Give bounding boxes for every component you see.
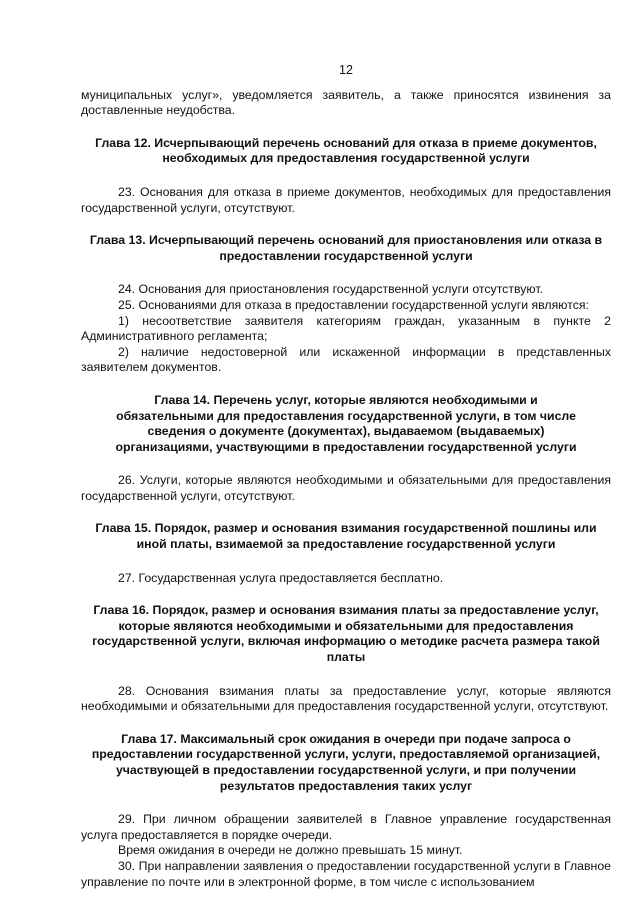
intro-paragraph: муниципальных услуг», уведомляется заявитель, а также приносятся извинения за доставленные неудобства.: [81, 87, 611, 118]
chapter-13-heading: Глава 13. Исчерпывающий перечень оснований для приостановления или отказа в предоставлении государственной услуги: [89, 233, 603, 263]
paragraph-30: 30. При направлении заявления о предоставлении государственной услуги в Главное управление по почте или в электронной форме, в том числе с использованием: [81, 858, 611, 889]
paragraph-28: 28. Основания взимания платы за предоставление услуг, которые являются необходимыми и обязательными для предоставления государственной услуги, отсутствуют.: [81, 683, 611, 714]
paragraph-23: 23. Основания для отказа в приеме документов, необходимых для предоставления государственной услуги, отсутствуют.: [81, 184, 611, 215]
chapter-15-heading: Глава 15. Порядок, размер и основания взимания государственной пошлины или иной платы, взимаемой за предоставление государственной услуги: [95, 521, 597, 552]
paragraph-29-wait-time: Время ожидания в очереди не должно превышать 15 минут.: [118, 843, 463, 858]
page-number: 12: [339, 63, 353, 77]
paragraph-24: 24. Основания для приостановления государственной услуги отсутствуют.: [118, 282, 544, 297]
paragraph-25-item-1: 1) несоответствие заявителя категориям граждан, указанным в пункте 2 Административного регламента;: [81, 313, 611, 344]
document-page: [81, 63, 611, 890]
chapter-14-heading: Глава 14. Перечень услуг, которые являются необходимыми и обязательными для предоставления государственной услуги, в том числе сведения о документе (документах), выдаваемом (выдаваемых) организациями, участвующими в предоставлении государственной услуги: [115, 392, 577, 454]
chapter-12-heading: Глава 12. Исчерпывающий перечень оснований для отказа в приеме документов, необходимых для предоставления государственной услуги: [95, 135, 597, 166]
chapter-16-heading: Глава 16. Порядок, размер и основания взимания платы за предоставление услуг, которые являются необходимыми и обязательными для предоставления государственной услуги, включая информацию о методике расчета размера такой платы: [92, 603, 600, 665]
paragraph-25-item-2: 2) наличие недостоверной или искаженной информации в представленных заявителем документов.: [81, 344, 611, 375]
paragraph-25: 25. Основаниями для отказа в предоставлении государственной услуги являются:: [118, 297, 589, 312]
paragraph-26: 26. Услуги, которые являются необходимыми и обязательными для предоставления государственной услуги, отсутствуют.: [81, 473, 611, 503]
paragraph-29: 29. При личном обращении заявителей в Главное управление государственная услуга предоставляется в порядке очереди.: [81, 812, 611, 842]
paragraph-27: 27. Государственная услуга предоставляется бесплатно.: [118, 570, 444, 585]
chapter-17-heading: Глава 17. Максимальный срок ожидания в очереди при подаче запроса о предоставлении государственной услуги, услуги, предоставляемой организацией, участвующей в предоставлении государственной услуги, и при получении результатов предоставления таких услуг: [91, 731, 601, 793]
